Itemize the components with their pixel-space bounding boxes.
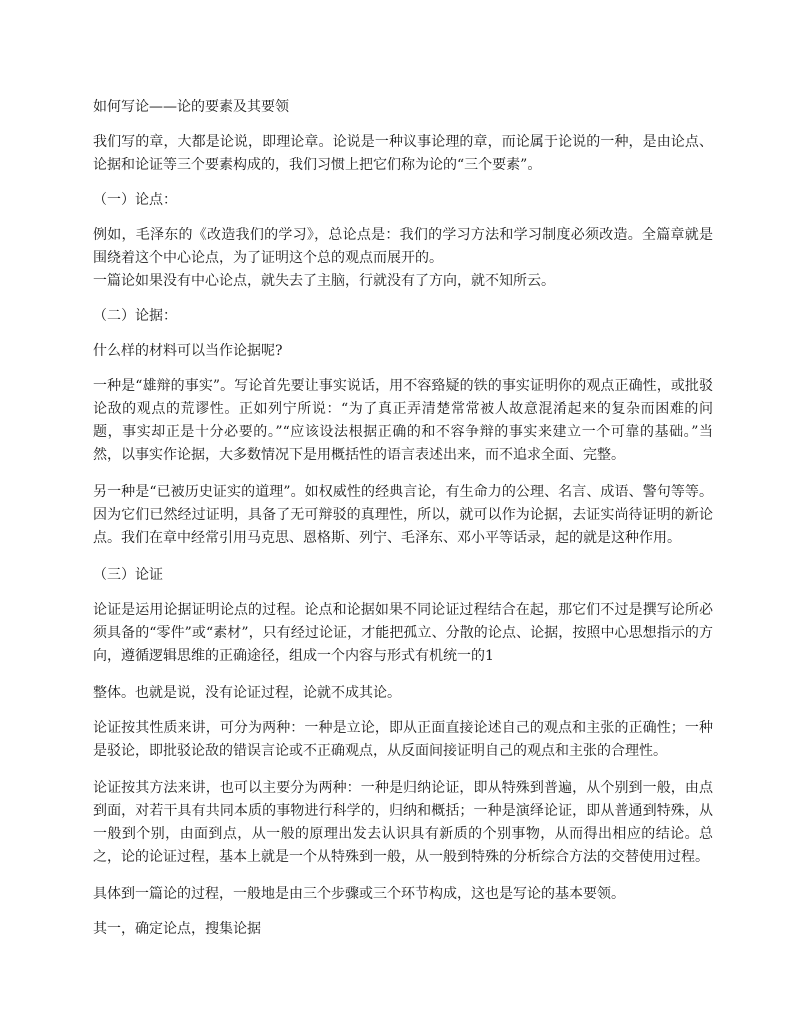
section-heading-3: （三）论证 [93,567,163,583]
document-body [93,96,713,941]
section2-paragraph-2: 另一种是“已被历史证实的道理”。如权威性的经典言论，有生命力的公理、名言、成语、警句等等。因为它们已然经过证明，具备了无可辩驳的真理性，所以，就可以作为论据，去证实尚待证明的新论点。我们在章中经常引用马克思、恩格斯、列宁、毛泽东、邓小平等话录，起的就是这种作用。 [93,484,713,546]
section3-paragraph-2: 整体。也就是说，没有论证过程，论就不成其论。 [93,685,401,701]
section3-paragraph-5: 具体到一篇论的过程，一般地是由三个步骤或三个环节构成，这也是写论的基本要领。 [93,886,625,902]
section3-paragraph-6: 其一，确定论点，搜集论据 [93,921,261,937]
section2-paragraph-1: 一种是“雄辩的事实”。写论首先要让事实说话，用不容臵疑的铁的事实证明你的观点正确性，或批驳论敌的观点的荒谬性。正如列宁所说：“为了真正弄清楚常常被人故意混淆起来的复杂而困难的问题，事实却正是十分必要的。”“应该设法根据正确的和不容争辩的事实来建立一个可靠的基础。”当然，以事实作论据，大多数情况下是用概括性的语言表述出来，而不追求全面、完整。 [93,378,713,463]
document-title: 如何写论——论的要素及其要领 [93,99,289,115]
section3-paragraph-1: 论证是运用论据证明论点的过程。论点和论据如果不同论证过程结合在起，那它们不过是撰写论所必须具备的“零件”或“素材”，只有经过论证，才能把孤立、分散的论点、论据，按照中心思想指示的方向，遵循逻辑思维的正确途径，组成一个内容与形式有机统一的1 [93,602,713,664]
section1-paragraph-2: 一篇论如果没有中心论点，就失去了主脑，行就没有了方向，就不知所云。 [93,273,555,289]
section-heading-1: （一）论点： [93,192,177,208]
section3-paragraph-3: 论证按其性质来讲，可分为两种：一种是立论，即从正面直接论述自己的观点和主张的正确性；一种是驳论，即批驳论敌的错误言论或不正确观点，从反面间接证明自己的观点和主张的合理性。 [93,720,713,759]
intro-paragraph: 我们写的章，大都是论说，即理论章。论说是一种议事论理的章，而论属于论说的一种，是由论点、论据和论证等三个要素构成的，我们习惯上把它们称为论的“三个要素”。 [93,134,713,173]
section-heading-2: （二）论据： [93,308,177,324]
section1-paragraph-1: 例如，毛泽东的《改造我们的学习》，总论点是：我们的学习方法和学习制度必须改造。全篇章就是围绕着这个中心论点，为了证明这个总的观点而展开的。 [93,227,713,266]
section3-paragraph-4: 论证按其方法来讲，也可以主要分为两种：一种是归纳论证，即从特殊到普遍，从个别到一般，由点到面，对若干具有共同本质的事物进行科学的，归纳和概括；一种是演绎论证，即从普通到特殊，从一般到个别，由面到点，从一般的原理出发去认识具有新质的个别事物，从而得出相应的结论。总之，论的论证过程，基本上就是一个从特殊到一般，从一般到特殊的分析综合方法的交替使用过程。 [93,780,713,865]
section2-question: 什么样的材料可以当作论据呢? [93,343,283,359]
